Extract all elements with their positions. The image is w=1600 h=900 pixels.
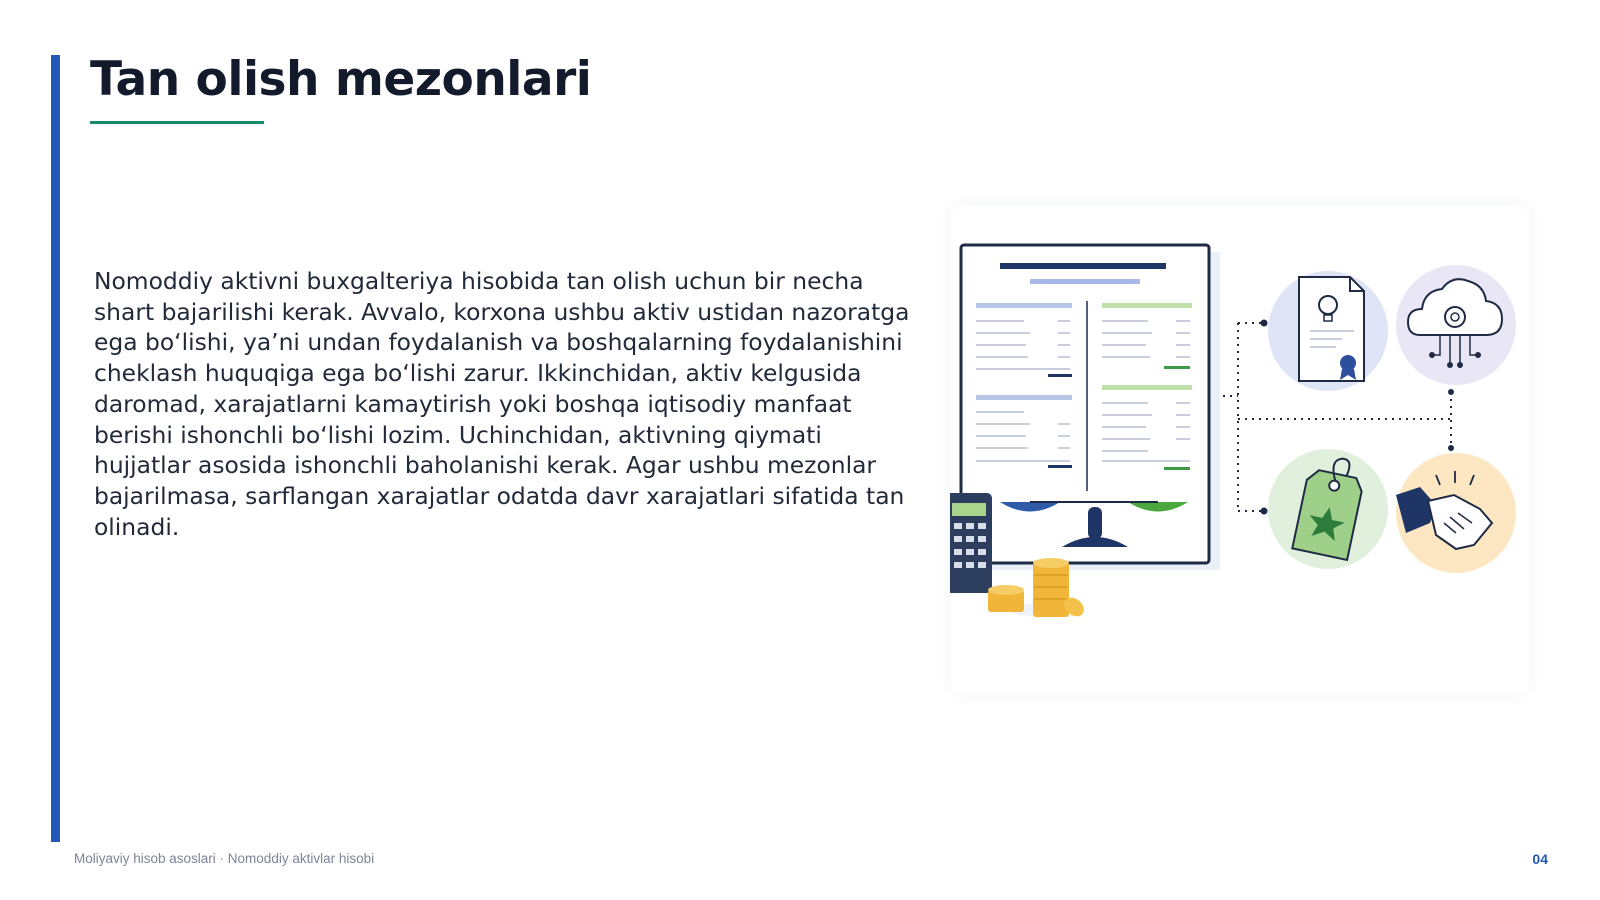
illustration-panel xyxy=(950,205,1530,695)
slide-body-text: Nomoddiy aktivni buxgalteriya hisobida tan olish uchun bir necha shart bajarilishi kerak. Avvalo, korxona ushbu aktiv ustidan nazoratga ega bo‘lishi, ya’ni undan foydalanish va boshqalarning foydalanishini cheklash huquqiga ega bo‘lishi zarur. Ikkinchidan, aktiv kelgusida daromad, xarajatlarni kamaytirish yoki boshqa iqtisodiy manfaat berishi ishonchli bo‘lishi lozim. Uchinchidan, aktivning qiymati hujjatlar asosida ishonchli baholanishi kerak. Agar ushbu mezonlar bajarilmasa, sarflangan xarajatlar odatda davr xarajatlari sifatida tan olinadi. xyxy=(94,267,910,541)
slide-title: Tan olish mezonlari xyxy=(90,52,592,107)
price-tag-star-icon xyxy=(1268,449,1388,569)
footer-text: Moliyaviy hisob asoslari · Nomoddiy aktivlar hisobi xyxy=(74,851,375,866)
page-number: 04 xyxy=(1532,851,1548,867)
handshake-icon xyxy=(1396,453,1516,573)
patent-document-icon xyxy=(1268,271,1388,391)
cloud-gear-icon xyxy=(1396,265,1516,385)
calculator-icon xyxy=(950,493,992,593)
title-underline xyxy=(90,121,264,124)
left-accent-bar xyxy=(51,55,60,842)
